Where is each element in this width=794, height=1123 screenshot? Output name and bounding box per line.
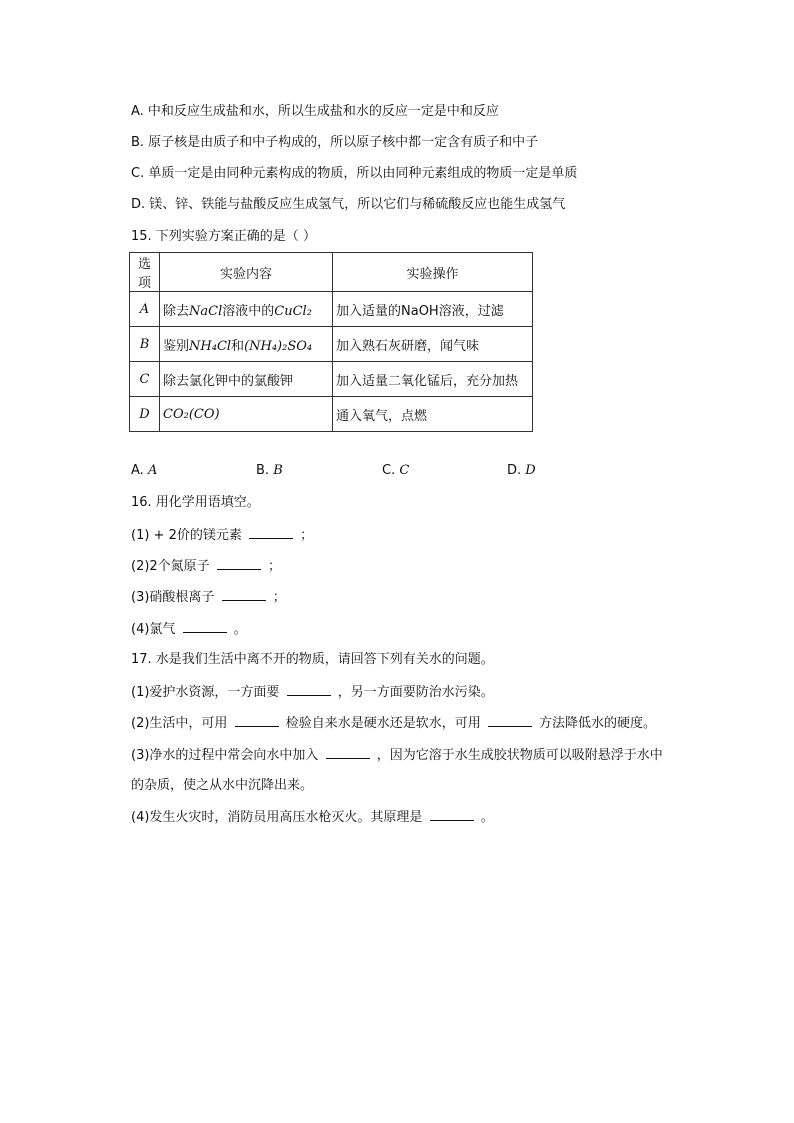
q17-stem: 17. 水是我们生活中离不开的物质，请回答下列有关水的问题。 bbox=[131, 652, 494, 667]
answer-blank[interactable] bbox=[217, 557, 261, 570]
q15-stem: 15. 下列实验方案正确的是（ ） bbox=[131, 229, 316, 244]
row-operation: 加入适量的NaOH溶液，过滤 bbox=[333, 292, 533, 327]
answer-blank[interactable] bbox=[326, 746, 370, 759]
q16-stem: 16. 用化学用语填空。 bbox=[131, 495, 260, 510]
table-row bbox=[130, 327, 533, 362]
answer-blank[interactable] bbox=[287, 683, 331, 696]
q14-option-c: C. 单质一定是由同种元素构成的物质，所以由同种元素组成的物质一定是单质 bbox=[131, 166, 578, 181]
row-content: CO₂(CO) bbox=[160, 397, 333, 432]
q17-item-1: (1)爱护水资源，一方面要 ，另一方面要防治水污染。 bbox=[131, 685, 494, 700]
answer-blank[interactable] bbox=[488, 714, 532, 727]
row-content: 除去NaCl溶液中的CuCl₂ bbox=[160, 292, 333, 327]
q16-item-1: (1) + 2价的镁元素 ； bbox=[131, 528, 314, 543]
row-operation: 通入氧气，点燃 bbox=[333, 397, 533, 432]
q16-item-3: (3)硝酸根离子 ； bbox=[131, 590, 286, 605]
q15-answer-a: A. A bbox=[131, 463, 158, 478]
header-option: 选项 bbox=[130, 253, 160, 292]
answer-blank[interactable] bbox=[235, 714, 279, 727]
q17-item-3: (3)净水的过程中常会向水中加入 ，因为它溶于水生成胶状物质可以吸附悬浮于水中 bbox=[131, 748, 663, 763]
table-row bbox=[130, 397, 533, 432]
q17-item-2: (2)生活中，可用 检验自来水是硬水还是软水，可用 方法降低水的硬度。 bbox=[131, 716, 657, 731]
table-row bbox=[130, 362, 533, 397]
row-label: C bbox=[130, 362, 160, 397]
header-content: 实验内容 bbox=[160, 253, 333, 292]
row-operation: 加入适量二氧化锰后，充分加热 bbox=[333, 362, 533, 397]
row-label: B bbox=[130, 327, 160, 362]
answer-blank[interactable] bbox=[430, 808, 474, 821]
q16-item-2: (2)2个氮原子 ； bbox=[131, 559, 281, 574]
q14-option-a: A. 中和反应生成盐和水，所以生成盐和水的反应一定是中和反应 bbox=[131, 104, 499, 119]
table-row bbox=[130, 292, 533, 327]
q15-answer-b: B. B bbox=[256, 463, 283, 478]
q15-answer-c: C. C bbox=[382, 463, 410, 478]
answer-blank[interactable] bbox=[249, 526, 293, 539]
q17-item-3-continued: 的杂质，使之从水中沉降出来。 bbox=[131, 778, 314, 793]
header-operation: 实验操作 bbox=[333, 253, 533, 292]
row-content: 鉴别NH₄Cl和(NH₄)₂SO₄ bbox=[160, 327, 333, 362]
row-operation: 加入熟石灰研磨，闻气味 bbox=[333, 327, 533, 362]
q17-item-4: (4)发生火灾时，消防员用高压水枪灭火。其原理是 。 bbox=[131, 810, 494, 825]
q14-option-b: B. 原子核是由质子和中子构成的，所以原子核中都一定含有质子和中子 bbox=[131, 135, 539, 150]
answer-blank[interactable] bbox=[183, 620, 227, 633]
q15-answer-d: D. D bbox=[507, 463, 536, 478]
experiment-table bbox=[129, 252, 533, 432]
table-header-row bbox=[130, 253, 533, 292]
answer-blank[interactable] bbox=[222, 588, 266, 601]
row-label: D bbox=[130, 397, 160, 432]
row-label: A bbox=[130, 292, 160, 327]
q14-option-d: D. 镁、锌、铁能与盐酸反应生成氢气，所以它们与稀硫酸反应也能生成氢气 bbox=[131, 197, 566, 212]
q16-item-4: (4)氯气 。 bbox=[131, 622, 247, 637]
row-content: 除去氯化钾中的氯酸钾 bbox=[160, 362, 333, 397]
